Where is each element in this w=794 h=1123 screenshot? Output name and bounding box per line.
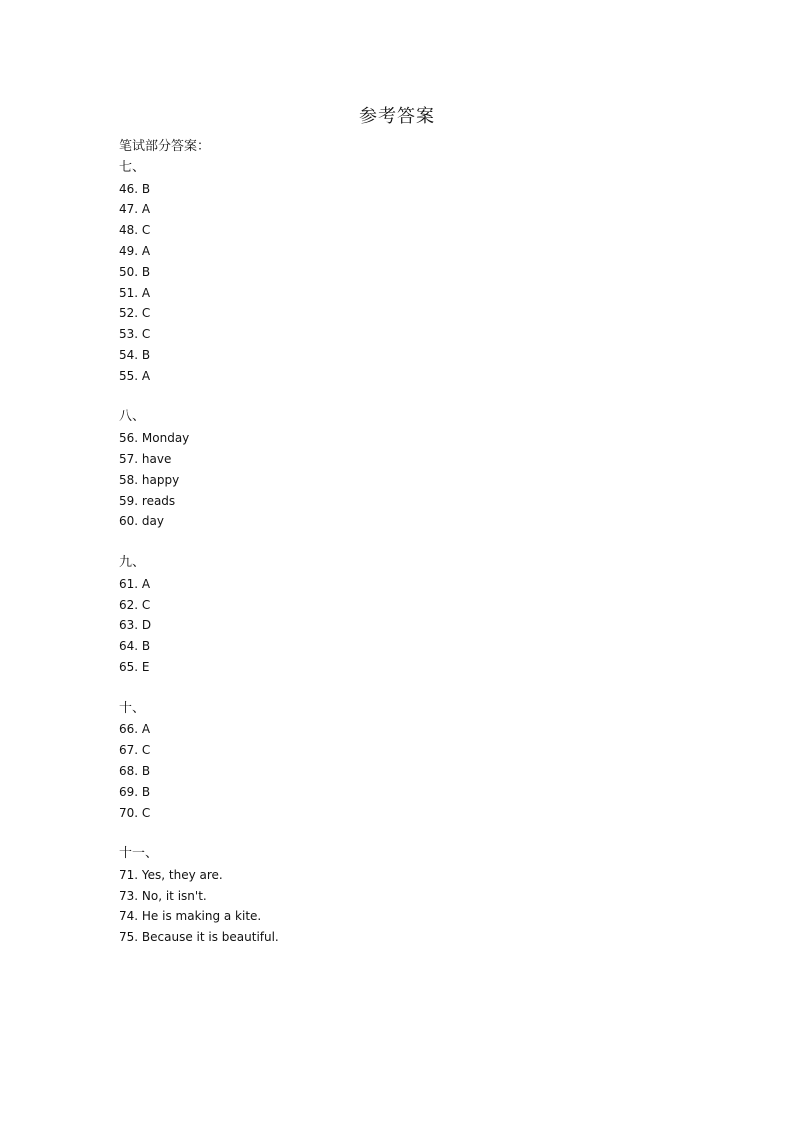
section-heading: 九、 bbox=[119, 554, 146, 570]
answer-line: 54. B bbox=[119, 347, 151, 362]
answer-content bbox=[119, 137, 719, 948]
answer-line: 62. C bbox=[119, 597, 151, 612]
answer-line: 60. day bbox=[119, 514, 164, 529]
answer-line: 71. Yes, they are. bbox=[119, 867, 223, 882]
section-heading: 八、 bbox=[119, 409, 146, 425]
answer-line: 68. B bbox=[119, 763, 151, 778]
answer-section-9 bbox=[119, 553, 719, 678]
answer-section-10 bbox=[119, 699, 719, 824]
section-heading: 十一、 bbox=[119, 846, 159, 862]
answer-line: 48. C bbox=[119, 223, 151, 238]
answer-line: 52. C bbox=[119, 306, 151, 321]
answer-line: 46. B bbox=[119, 181, 151, 196]
answer-line: 53. C bbox=[119, 327, 151, 342]
answer-line: 63. D bbox=[119, 618, 152, 633]
answer-line: 57. have bbox=[119, 451, 172, 466]
answer-line: 47. A bbox=[119, 202, 151, 217]
answer-line: 58. happy bbox=[119, 472, 180, 487]
answer-line: 65. E bbox=[119, 659, 150, 674]
answer-line: 56. Monday bbox=[119, 431, 190, 446]
section-subtitle: 笔试部分答案： bbox=[119, 139, 211, 154]
answer-section-11 bbox=[119, 844, 719, 948]
page-title: 参考答案 bbox=[359, 106, 435, 127]
answer-line: 67. C bbox=[119, 743, 151, 758]
answer-line: 59. reads bbox=[119, 493, 176, 508]
answer-line: 74. He is making a kite. bbox=[119, 909, 262, 924]
answer-line: 55. A bbox=[119, 368, 151, 383]
answer-line: 49. A bbox=[119, 243, 151, 258]
answer-line: 75. Because it is beautiful. bbox=[119, 930, 279, 945]
answer-line: 61. A bbox=[119, 576, 151, 591]
answer-line: 66. A bbox=[119, 722, 151, 737]
answer-line: 64. B bbox=[119, 639, 151, 654]
answer-line: 73. No, it isn't. bbox=[119, 888, 207, 903]
section-heading: 十、 bbox=[119, 700, 146, 716]
answer-line: 50. B bbox=[119, 264, 151, 279]
answer-section-7 bbox=[119, 158, 719, 387]
answer-section-8 bbox=[119, 407, 719, 532]
answer-line: 51. A bbox=[119, 285, 151, 300]
answer-line: 70. C bbox=[119, 805, 151, 820]
answer-line: 69. B bbox=[119, 784, 151, 799]
section-heading: 七、 bbox=[119, 159, 146, 175]
